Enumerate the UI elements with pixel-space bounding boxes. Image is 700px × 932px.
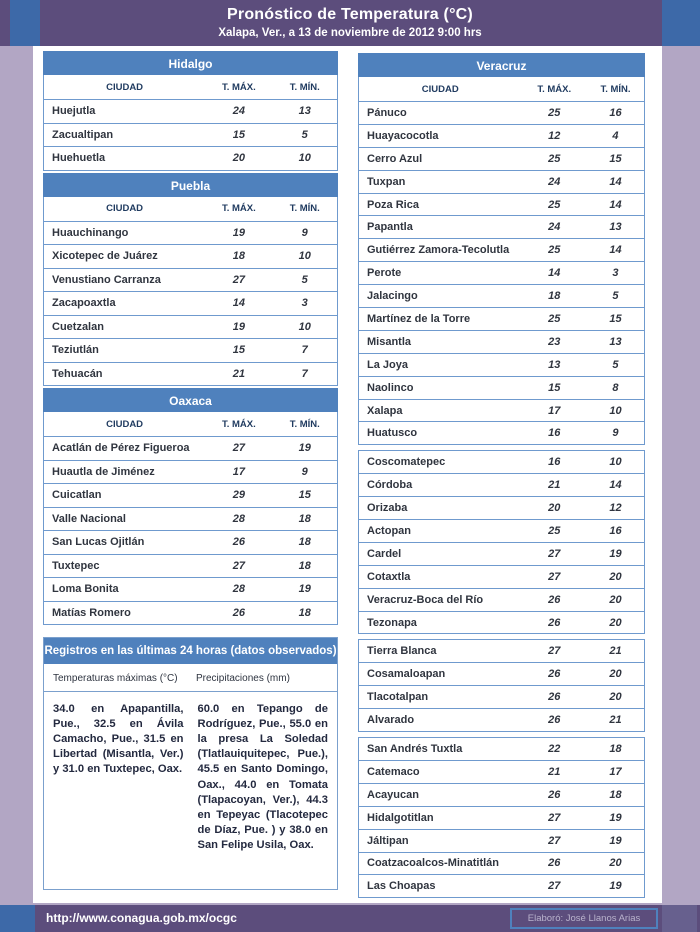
- tmax-value: 26: [548, 857, 561, 870]
- city-name: Alvarado: [367, 714, 415, 727]
- table-row: [358, 853, 645, 876]
- tmin-value: 18: [298, 536, 311, 549]
- city-name: Matías Romero: [52, 606, 131, 619]
- footer-url: http://www.conagua.gob.mx/ocgc: [46, 911, 237, 925]
- city-name: San Andrés Tuxtla: [367, 742, 463, 755]
- tmax-value: 27: [232, 559, 245, 572]
- page-subtitle: Xalapa, Ver., a 13 de noviembre de 2012 9:00 hrs: [218, 27, 482, 39]
- city-name: Tlacotalpan: [367, 691, 429, 704]
- tmin-value: 18: [298, 559, 311, 572]
- city-name: Poza Rica: [367, 198, 419, 211]
- table-row: [43, 555, 338, 579]
- table-row: [358, 520, 645, 543]
- table-row: [43, 363, 338, 387]
- city-name: Huehuetla: [52, 152, 106, 165]
- column-header-tmax: T. MÁX.: [537, 83, 572, 95]
- city-name: Perote: [367, 267, 402, 280]
- tmax-value: 24: [232, 105, 245, 118]
- city-name: Cerro Azul: [367, 152, 423, 165]
- table-row: [358, 354, 645, 377]
- tmax-value: 16: [548, 456, 561, 469]
- registros-temps-label: Temperaturas máximas (°C): [53, 673, 178, 684]
- tmin-value: 15: [298, 489, 311, 502]
- column-header-tmin: T. MÍN.: [600, 83, 631, 95]
- city-name: Cosamaloapan: [367, 668, 446, 681]
- table-row: [358, 474, 645, 497]
- table-row: [358, 422, 645, 445]
- tmax-value: 29: [232, 489, 245, 502]
- city-name: Coatzacoalcos-Minatitlán: [367, 857, 500, 870]
- city-name: Jalacingo: [367, 290, 418, 303]
- tmin-value: 18: [609, 742, 622, 755]
- city-name: Las Choapas: [367, 880, 436, 893]
- footer-accent-right: [662, 905, 697, 932]
- tmax-value: 19: [232, 226, 245, 239]
- tmax-value: 26: [232, 606, 245, 619]
- column-header-tmax: T. MÁX.: [221, 203, 256, 214]
- city-name: Acayucan: [367, 788, 419, 801]
- tmin-value: 10: [298, 320, 311, 333]
- tmin-value: 19: [609, 880, 622, 893]
- table-row: [43, 461, 338, 485]
- tmin-value: 20: [609, 570, 622, 583]
- city-name: Cuicatlan: [52, 489, 102, 502]
- tmax-value: 28: [232, 512, 245, 525]
- tmin-value: 9: [301, 465, 308, 478]
- table-row: [358, 663, 645, 686]
- tmin-value: 20: [609, 593, 622, 606]
- tmax-value: 14: [232, 297, 245, 310]
- registros-temps-text: 34.0 en Apapantilla, Pue., 32.5 en Ávila Camacho, Pue., 31.5 en Libertad (Misantla, Ver.) y 31.0 en Tuxtepec, Oax.: [53, 703, 184, 776]
- tmax-value: 16: [548, 427, 561, 440]
- city-name: Acatlán de Pérez Figueroa: [52, 442, 190, 455]
- page-title: Pronóstico de Temperatura (°C): [227, 6, 473, 23]
- tmax-value: 15: [232, 344, 245, 357]
- tmax-value: 26: [548, 714, 561, 727]
- tmin-value: 19: [609, 547, 622, 560]
- city-name: Huauchinango: [52, 226, 129, 239]
- tmin-value: 14: [609, 479, 622, 492]
- tmax-value: 26: [548, 788, 561, 801]
- city-name: Huautla de Jiménez: [52, 465, 155, 478]
- tmax-value: 21: [548, 765, 561, 778]
- city-name: Teziutlán: [52, 344, 99, 357]
- city-name: Naolinco: [367, 381, 414, 394]
- tmax-value: 23: [548, 335, 561, 348]
- table-row: [358, 497, 645, 520]
- table-row: [43, 339, 338, 363]
- city-name: Loma Bonita: [52, 583, 119, 596]
- state-table-oaxaca: [43, 388, 338, 625]
- registros-title: Registros en las últimas 24 horas (datos observados): [44, 638, 337, 664]
- tmax-value: 24: [548, 175, 561, 188]
- tmax-value: 18: [548, 290, 561, 303]
- tmin-value: 12: [609, 502, 622, 515]
- tmin-value: 8: [612, 381, 619, 394]
- tmin-value: 14: [609, 175, 622, 188]
- left-column: [43, 51, 338, 890]
- tmax-value: 22: [548, 742, 561, 755]
- tmax-value: 28: [232, 583, 245, 596]
- tmax-value: 12: [548, 129, 561, 142]
- veracruz-row-group: [358, 737, 645, 898]
- table-row: [358, 612, 645, 635]
- table-row: [358, 102, 645, 125]
- registros-body: [44, 692, 337, 863]
- table-row: [358, 308, 645, 331]
- table-row: [358, 377, 645, 400]
- tmin-value: 13: [609, 221, 622, 234]
- table-row: [358, 285, 645, 308]
- city-name: Tuxpan: [367, 175, 406, 188]
- tmax-value: 26: [548, 668, 561, 681]
- tmax-value: 27: [548, 811, 561, 824]
- table-row: [358, 738, 645, 761]
- city-name: Venustiano Carranza: [52, 273, 161, 286]
- tmin-value: 7: [301, 344, 308, 357]
- tmax-value: 15: [232, 128, 245, 141]
- table-row: [358, 262, 645, 285]
- city-name: Tehuacán: [52, 367, 103, 380]
- table-row: [358, 171, 645, 194]
- tmax-value: 25: [548, 152, 561, 165]
- credit-box: [510, 908, 658, 929]
- city-name: Jáltipan: [367, 834, 409, 847]
- header-accent-right: [662, 0, 700, 46]
- city-name: Zacapoaxtla: [52, 297, 116, 310]
- tmin-value: 17: [609, 765, 622, 778]
- tmin-value: 20: [609, 616, 622, 629]
- tmin-value: 4: [612, 129, 619, 142]
- state-header-oaxaca: Oaxaca: [43, 388, 338, 412]
- tmin-value: 13: [298, 105, 311, 118]
- tmin-value: 10: [298, 250, 311, 263]
- table-row: [43, 269, 338, 293]
- tmin-value: 19: [298, 442, 311, 455]
- tmin-value: 14: [609, 198, 622, 211]
- tmin-value: 18: [298, 512, 311, 525]
- tmax-value: 21: [548, 479, 561, 492]
- city-name: Martínez de la Torre: [367, 312, 471, 325]
- tmax-value: 27: [548, 570, 561, 583]
- tmin-value: 9: [612, 427, 619, 440]
- column-header-tmin: T. MÍN.: [289, 81, 320, 93]
- tmax-value: 25: [548, 312, 561, 325]
- table-row: [358, 148, 645, 171]
- city-name: San Lucas Ojitlán: [52, 536, 145, 549]
- table-row: [43, 316, 338, 340]
- state-header-veracruz: Veracruz: [358, 53, 645, 77]
- table-row: [358, 709, 645, 732]
- column-header-city: CIUDAD: [106, 418, 144, 430]
- column-headers-row: [43, 197, 338, 222]
- table-row: [358, 125, 645, 148]
- city-name: Cardel: [367, 547, 402, 560]
- table-row: [358, 216, 645, 239]
- table-row: [358, 566, 645, 589]
- veracruz-row-group: [358, 639, 645, 732]
- column-header-tmax: T. MÁX.: [221, 81, 256, 93]
- state-header-hidalgo: Hidalgo: [43, 51, 338, 75]
- tmin-value: 9: [301, 226, 308, 239]
- city-name: Misantla: [367, 335, 412, 348]
- tmin-value: 16: [609, 524, 622, 537]
- table-row: [358, 589, 645, 612]
- table-row: [43, 484, 338, 508]
- table-row: [358, 875, 645, 898]
- table-row: [43, 578, 338, 602]
- registros-precip-label: Precipitaciones (mm): [196, 673, 290, 684]
- table-row: [358, 784, 645, 807]
- table-row: [43, 292, 338, 316]
- city-name: Hidalgotitlan: [367, 811, 434, 824]
- table-row: [43, 100, 338, 124]
- tmax-value: 14: [548, 267, 561, 280]
- tmax-value: 27: [232, 442, 245, 455]
- city-name: La Joya: [367, 358, 408, 371]
- city-name: Tezonapa: [367, 616, 417, 629]
- tmax-value: 19: [232, 320, 245, 333]
- footer-band: [0, 905, 700, 932]
- column-header-tmin: T. MÍN.: [289, 203, 320, 214]
- city-name: Zacualtipan: [52, 128, 114, 141]
- tmax-value: 25: [548, 244, 561, 257]
- city-name: Pánuco: [367, 106, 407, 119]
- table-row: [358, 400, 645, 423]
- table-row: [43, 508, 338, 532]
- tmax-value: 26: [548, 691, 561, 704]
- column-header-city: CIUDAD: [421, 83, 459, 95]
- state-table-puebla: [43, 173, 338, 387]
- credit-text: Elaboró: José Llanos Arias: [527, 913, 641, 924]
- city-name: Tierra Blanca: [367, 645, 437, 658]
- tmax-value: 27: [232, 273, 245, 286]
- tmin-value: 21: [609, 714, 622, 727]
- city-name: Xicotepec de Juárez: [52, 250, 158, 263]
- table-row: [43, 124, 338, 148]
- tmax-value: 21: [232, 367, 245, 380]
- city-name: Coscomatepec: [367, 456, 446, 469]
- tmin-value: 5: [301, 273, 308, 286]
- veracruz-row-group: [358, 102, 645, 445]
- tmax-value: 27: [548, 880, 561, 893]
- tmin-value: 7: [301, 367, 308, 380]
- tmin-value: 20: [609, 857, 622, 870]
- tmin-value: 3: [612, 267, 619, 280]
- table-row: [358, 331, 645, 354]
- city-name: Orizaba: [367, 502, 408, 515]
- city-name: Gutiérrez Zamora-Tecolutla: [367, 244, 510, 257]
- tmin-value: 20: [609, 691, 622, 704]
- table-row: [358, 761, 645, 784]
- tmin-value: 21: [609, 645, 622, 658]
- column-headers-row: [358, 77, 645, 102]
- tmax-value: 20: [232, 152, 245, 165]
- tmin-value: 10: [298, 152, 311, 165]
- city-name: Córdoba: [367, 479, 413, 492]
- table-row: [358, 451, 645, 474]
- tmax-value: 24: [548, 221, 561, 234]
- tmin-value: 19: [609, 811, 622, 824]
- registros-box: [43, 637, 338, 890]
- tmax-value: 20: [548, 502, 561, 515]
- tmin-value: 5: [301, 128, 308, 141]
- tmax-value: 18: [232, 250, 245, 263]
- table-row: [358, 543, 645, 566]
- registros-precip-text: 60.0 en Tepango de Rodríguez, Pue., 55.0 en la presa La Soledad (Tlatlauiquitepec, Pue.), 45.5 en Santo Domingo, Oax., 44.0 en Tomata (Tlapacoyan, Ver.), 44.3 en Tepeyac (Tlacotepec de Díaz, Pue. ) y 38.0 en San Felipe Usila, Oax.: [197, 703, 328, 851]
- tmin-value: 5: [612, 290, 619, 303]
- header-accent-left: [10, 0, 40, 46]
- column-header-tmin: T. MÍN.: [289, 418, 320, 430]
- tmin-value: 18: [298, 606, 311, 619]
- table-row: [43, 147, 338, 171]
- table-row: [43, 222, 338, 246]
- city-name: Catemaco: [367, 765, 420, 778]
- tmax-value: 25: [548, 106, 561, 119]
- table-row: [43, 245, 338, 269]
- tmax-value: 26: [232, 536, 245, 549]
- veracruz-row-group: [358, 450, 645, 634]
- table-row: [43, 602, 338, 626]
- city-name: Huejutla: [52, 105, 96, 118]
- state-table-veracruz: [358, 53, 645, 898]
- city-name: Valle Nacional: [52, 512, 126, 525]
- tmax-value: 27: [548, 834, 561, 847]
- table-row: [43, 531, 338, 555]
- footer-accent-left: [0, 905, 35, 932]
- tmin-value: 16: [609, 106, 622, 119]
- veracruz-table-container: [358, 53, 645, 898]
- city-name: Huayacocotla: [367, 129, 439, 142]
- tmax-value: 17: [548, 404, 561, 417]
- city-name: Actopan: [367, 524, 411, 537]
- city-name: Papantla: [367, 221, 413, 234]
- tmin-value: 19: [609, 834, 622, 847]
- state-tables-container: [43, 51, 338, 625]
- tmax-value: 25: [548, 198, 561, 211]
- city-name: Xalapa: [367, 404, 403, 417]
- table-row: [358, 239, 645, 262]
- tmin-value: 3: [301, 297, 308, 310]
- tmax-value: 27: [548, 645, 561, 658]
- city-name: Cuetzalan: [52, 320, 104, 333]
- column-headers-row: [43, 75, 338, 100]
- tmin-value: 15: [609, 152, 622, 165]
- content-page: [33, 46, 662, 903]
- tmin-value: 10: [609, 456, 622, 469]
- tmin-value: 20: [609, 668, 622, 681]
- table-row: [358, 640, 645, 663]
- column-header-city: CIUDAD: [106, 203, 144, 214]
- city-name: Veracruz-Boca del Río: [367, 593, 484, 606]
- registros-labels-row: [44, 664, 337, 692]
- state-table-hidalgo: [43, 51, 338, 171]
- tmax-value: 13: [548, 358, 561, 371]
- state-header-puebla: Puebla: [43, 173, 338, 197]
- column-header-city: CIUDAD: [106, 81, 144, 93]
- header-band: [0, 0, 700, 46]
- right-column: [358, 53, 645, 898]
- city-name: Cotaxtla: [367, 570, 411, 583]
- column-headers-row: [43, 412, 338, 437]
- tmin-value: 5: [612, 358, 619, 371]
- table-row: [358, 686, 645, 709]
- table-row: [358, 830, 645, 853]
- city-name: Huatusco: [367, 427, 418, 440]
- tmin-value: 19: [298, 583, 311, 596]
- city-name: Tuxtepec: [52, 559, 100, 572]
- tmax-value: 27: [548, 547, 561, 560]
- tmin-value: 13: [609, 335, 622, 348]
- table-row: [358, 194, 645, 217]
- tmin-value: 18: [609, 788, 622, 801]
- tmax-value: 15: [548, 381, 561, 394]
- tmax-value: 17: [232, 465, 245, 478]
- table-row: [358, 807, 645, 830]
- tmin-value: 14: [609, 244, 622, 257]
- tmin-value: 15: [609, 312, 622, 325]
- column-header-tmax: T. MÁX.: [221, 418, 256, 430]
- tmin-value: 10: [609, 404, 622, 417]
- tmax-value: 26: [548, 593, 561, 606]
- tmax-value: 25: [548, 524, 561, 537]
- table-row: [43, 437, 338, 461]
- tmax-value: 26: [548, 616, 561, 629]
